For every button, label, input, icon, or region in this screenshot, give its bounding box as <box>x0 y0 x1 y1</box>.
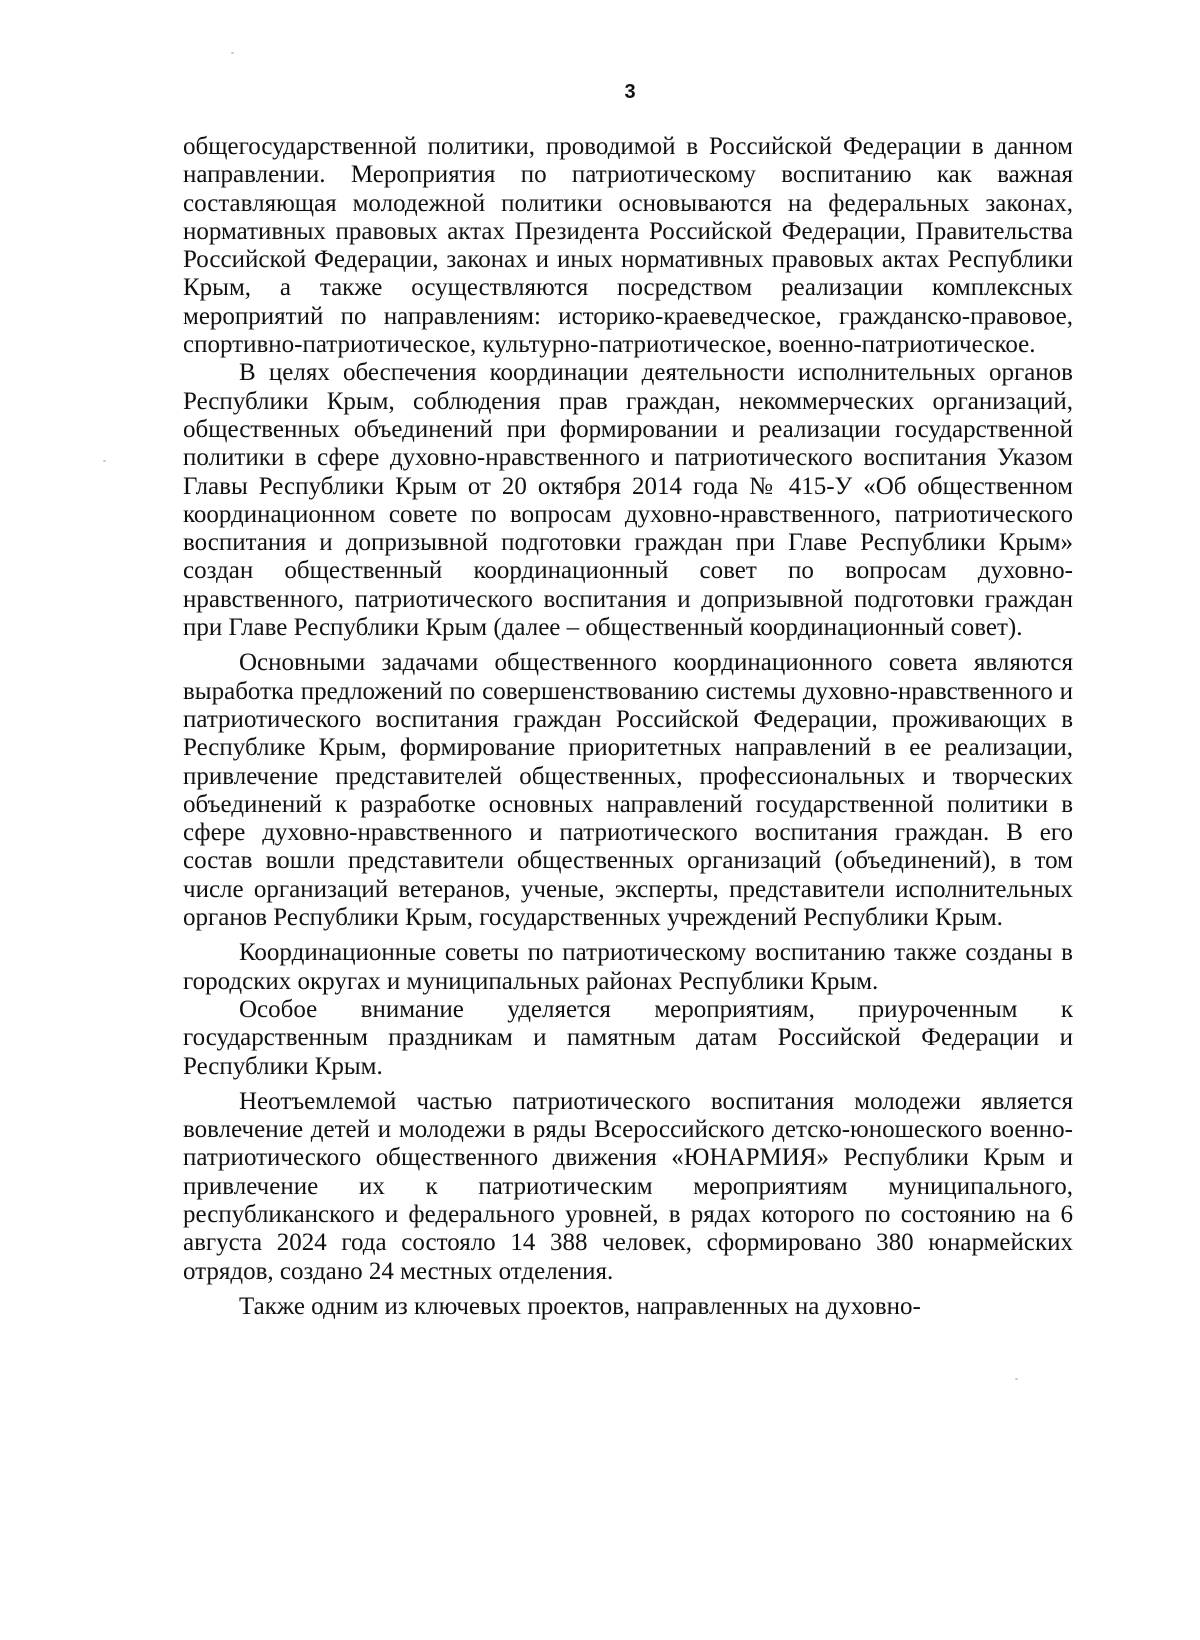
paragraph-1: общегосударственной политики, проводимой в Российской Федерации в данном направлении. Мероприятия по патриотическому воспитанию как важная составляющая молодежной политики основываются на федеральных законах, нормативных правовых актах Президента Российской Федерации, Правительства Российской Федерации, законах и иных нормативных правовых актах Республики Крым, а также осуществляются посредством реализации комплексных мероприятий по направлениям: историко-краеведческое, гражданско-правовое, спортивно-патриотическое, культурно-патриотическое, военно-патриотическое. <box>183 133 1073 359</box>
paragraph-5: Особое внимание уделяется мероприятиям, приуроченным к государственным праздникам и памятным датам Российской Федерации и Республики Крым. <box>183 995 1073 1080</box>
paragraph-2: В целях обеспечения координации деятельности исполнительных органов Республики Крым, соблюдения прав граждан, некоммерческих организаций, общественных объединений при формировании и реализации государственной политики в сфере духовно-нравственного и патриотического воспитания Указом Главы Республики Крым от 20 октября 2014 года № 415-У «Об общественном координационном совете по вопросам духовно-нравственного, патриотического воспитания и допризывной подготовки граждан при Главе Республики Крым» создан общественный координационный совет по вопросам духовно-нравственного, патриотического воспитания и допризывной подготовки граждан при Главе Республики Крым (далее – общественный координационный совет). <box>183 359 1073 642</box>
document-body <box>183 133 1073 1321</box>
page-number: 3 <box>624 81 636 103</box>
scan-speck <box>231 52 234 54</box>
paragraph-6: Неотъемлемой частью патриотического воспитания молодежи является вовлечение детей и молодежи в ряды Всероссийского детско-юношеского военно-патриотического общественного движения «ЮНАРМИЯ» Республики Крым и привлечение их к патриотическим мероприятиям муниципального, республиканского и федерального уровней, в рядах которого по состоянию на 6 августа 2024 года состояло 14 388 человек, сформировано 380 юнармейских отрядов, создано 24 местных отделения. <box>183 1087 1073 1285</box>
scan-speck <box>103 460 106 462</box>
scan-speck <box>1015 1378 1018 1380</box>
paragraph-3: Основными задачами общественного координационного совета являются выработка предложений по совершенствованию системы духовно-нравственного и патриотического воспитания граждан Российской Федерации, проживающих в Республике Крым, формирование приоритетных направлений в ее реализации, привлечение представителей общественных, профессиональных и творческих объединений к разработке основных направлений государственной политики в сфере духовно-нравственного и патриотического воспитания граждан. В его состав вошли представители общественных организаций (объединений), в том числе организаций ветеранов, ученые, эксперты, представители исполнительных органов Республики Крым, государственных учреждений Республики Крым. <box>183 649 1073 932</box>
paragraph-7: Также одним из ключевых проектов, направленных на духовно- <box>239 1292 921 1320</box>
paragraph-4: Координационные советы по патриотическому воспитанию также созданы в городских округах и муниципальных районах Республики Крым. <box>183 939 1073 995</box>
